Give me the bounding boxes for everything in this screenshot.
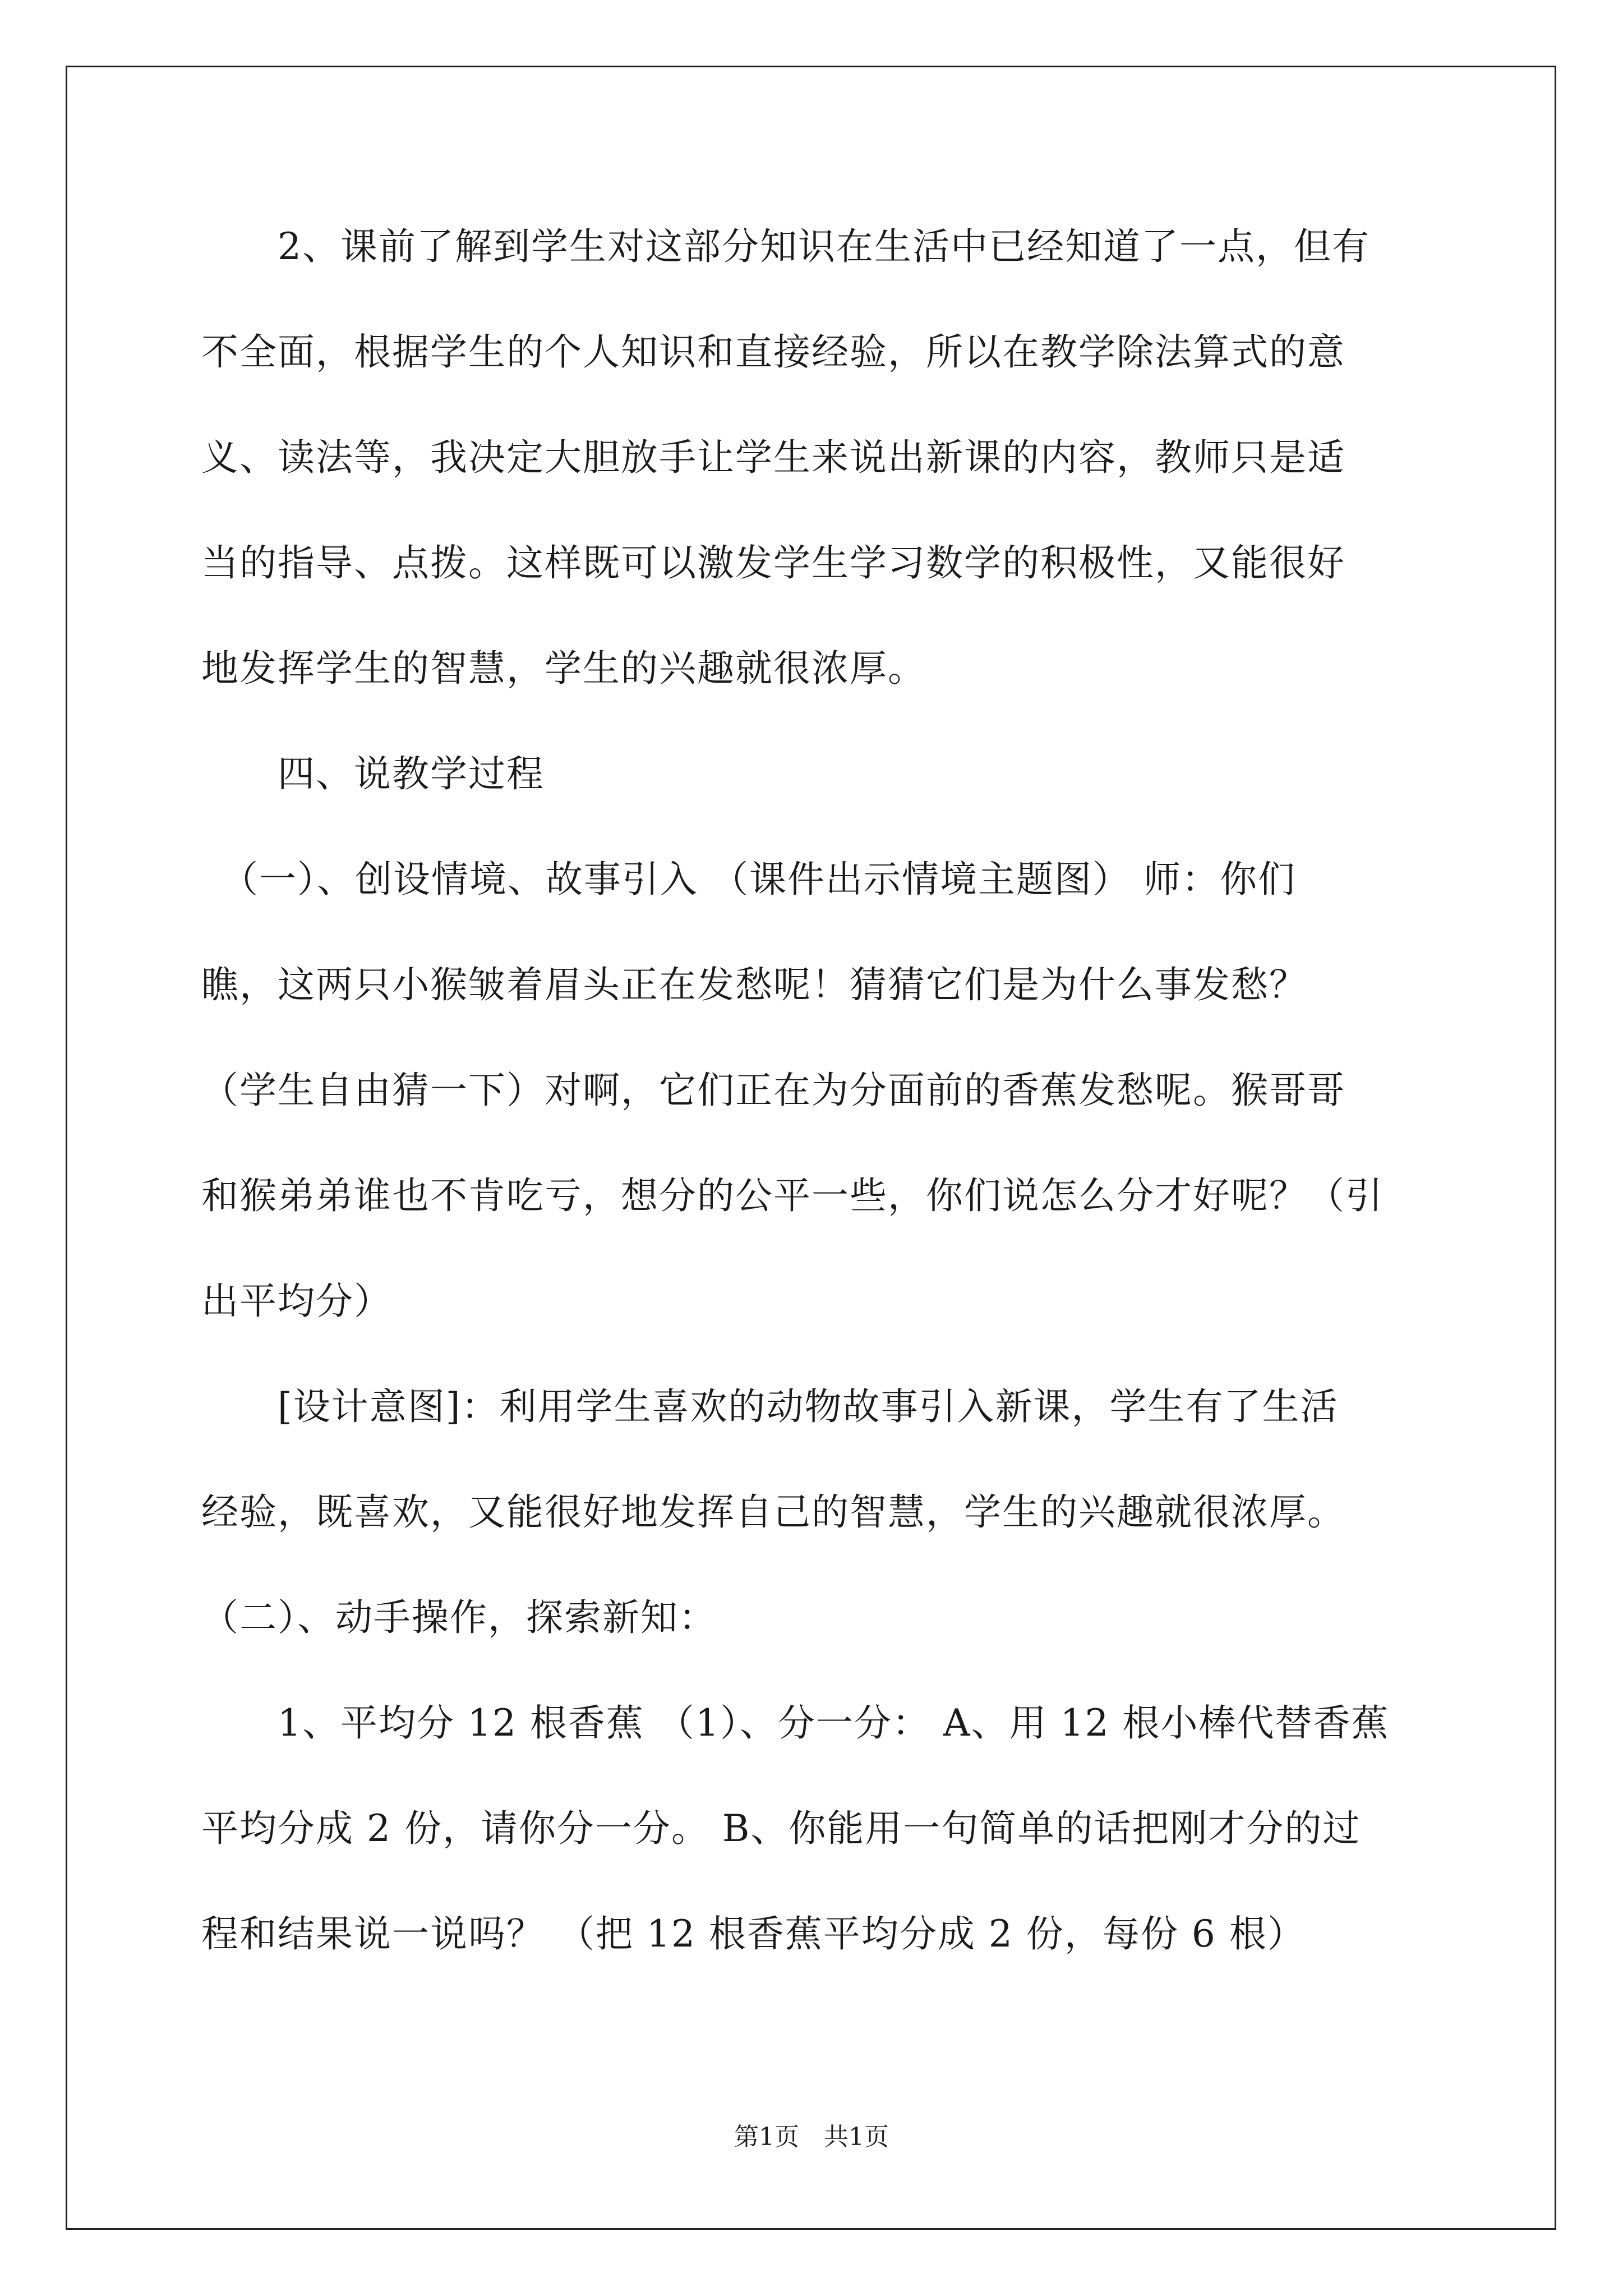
text-line: （一）、创设情境、故事引入 （课件出示情境主题图） 师：你们 bbox=[201, 858, 1296, 901]
text-line: 1、平均分 12 根香蕉 （1）、分一分： A、用 12 根小棒代替香蕉 bbox=[201, 1701, 1390, 1745]
text-line: 平均分成 2 份，请你分一分。 B、你能用一句简单的话把刚才分的过 bbox=[201, 1807, 1361, 1850]
text-line: [设计意图]：利用学生喜欢的动物故事引入新课，学生有了生活 bbox=[201, 1385, 1339, 1428]
text-line: 和猴弟弟谁也不肯吃亏，想分的公平一些，你们说怎么分才好呢？（引 bbox=[201, 1174, 1384, 1217]
text-line: 义、读法等，我决定大胆放手让学生来说出新课的内容，教师只是适 bbox=[201, 436, 1345, 479]
text-line: 2、课前了解到学生对这部分知识在生活中已经知道了一点，但有 bbox=[201, 225, 1370, 268]
text-line: （学生自由猜一下）对啊，它们正在为分面前的香蕉发愁呢。猴哥哥 bbox=[201, 1069, 1345, 1112]
page-number-footer: 第1页 共1页 bbox=[734, 2123, 889, 2151]
text-line: 当的指导、点拨。这样既可以激发学生学习数学的积极性，又能很好 bbox=[201, 541, 1345, 585]
subsection-heading: （二）、动手操作，探索新知： bbox=[201, 1596, 717, 1639]
text-line: 不全面，根据学生的个人知识和直接经验，所以在教学除法算式的意 bbox=[201, 330, 1345, 374]
text-line: 瞧，这两只小猴皱着眉头正在发愁呢！猜猜它们是为什么事发愁？ bbox=[201, 963, 1307, 1006]
text-line: 出平均分） bbox=[201, 1280, 392, 1323]
section-heading: 四、说教学过程 bbox=[201, 752, 545, 795]
text-line: 地发挥学生的智慧，学生的兴趣就很浓厚。 bbox=[201, 647, 926, 690]
text-line: 经验，既喜欢，又能很好地发挥自己的智慧，学生的兴趣就很浓厚。 bbox=[201, 1490, 1345, 1534]
text-line: 程和结果说一说吗？ （把 12 根香蕉平均分成 2 份，每份 6 根） bbox=[201, 1912, 1306, 1955]
